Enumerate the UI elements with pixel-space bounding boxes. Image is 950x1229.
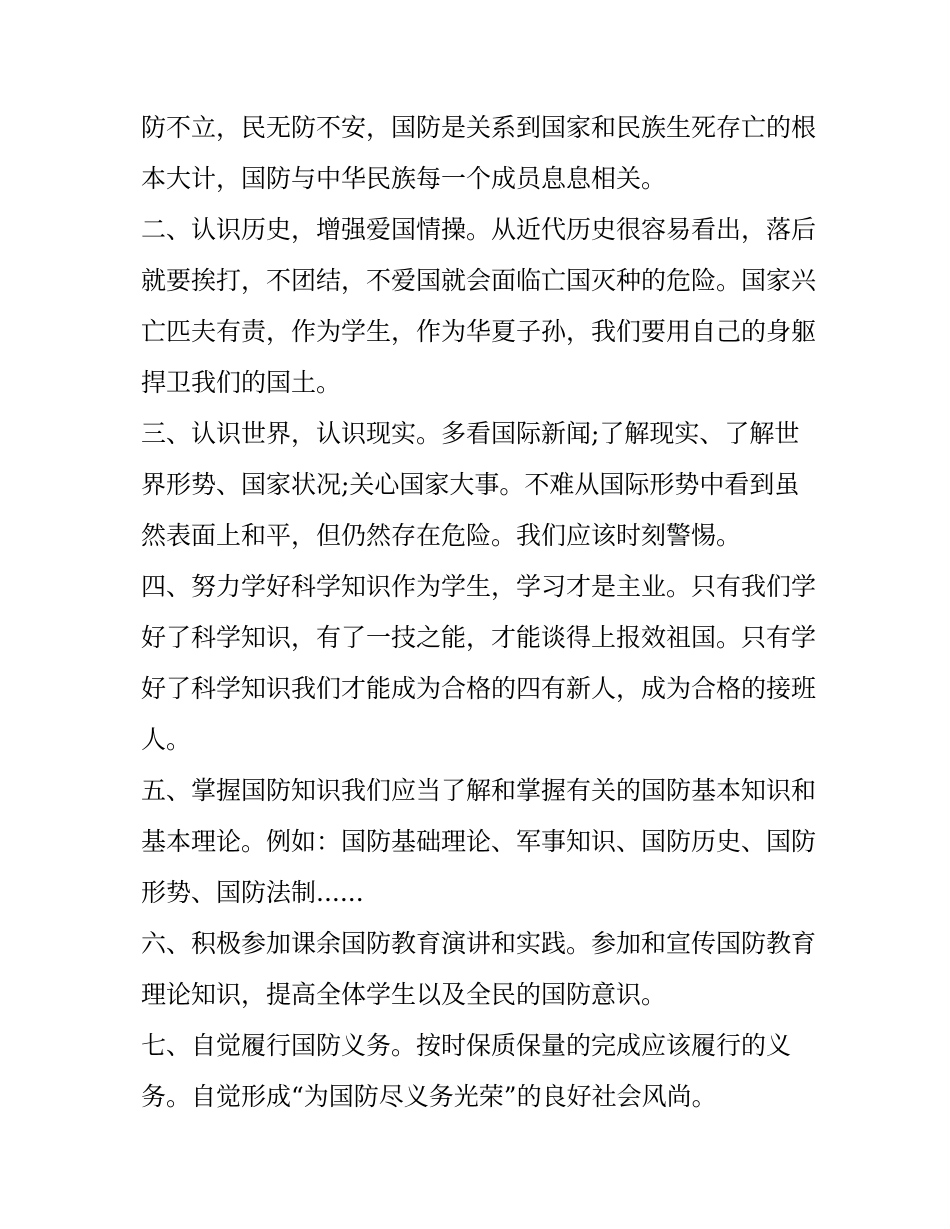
text-line: 捍卫我们的国土。 [141,368,342,397]
text-line: 四、努力学好科学知识作为学生，学习才是主业。只有我们学 [141,572,817,601]
text-line: 务。自觉形成“为国防尽义务光荣”的良好社会风尚。 [141,1082,717,1111]
text-line: 然表面上和平，但仍然存在危险。我们应该时刻警惕。 [141,521,742,550]
text-line: 二、认识历史，增强爱国情操。从近代历史很容易看出，落后 [141,215,817,244]
text-line: 好了科学知识我们才能成为合格的四有新人，成为合格的接班 [141,674,817,703]
text-line: 七、自觉履行国防义务。按时保质保量的完成应该履行的义 [141,1031,792,1060]
text-line: 界形势、国家状况;关心国家大事。不难从国际形势中看到虽 [141,470,800,499]
text-line: 好了科学知识，有了一技之能，才能谈得上报效祖国。只有学 [141,623,817,652]
text-line: 本大计，国防与中华民族每一个成员息息相关。 [141,164,667,193]
text-line: 人。 [141,725,192,754]
text-line: 基本理论。例如：国防基础理论、军事知识、国防历史、国防 [141,827,817,856]
text-line: 三、认识世界，认识现实。多看国际新闻;了解现实、了解世 [141,419,800,448]
text-line: 亡匹夫有责，作为学生，作为华夏子孙，我们要用自己的身躯 [141,317,817,346]
text-line: 六、积极参加课余国防教育演讲和实践。参加和宣传国防教育 [141,929,817,958]
text-line: 防不立，民无防不安，国防是关系到国家和民族生死存亡的根 [141,113,817,142]
text-line: 就要挨打，不团结，不爱国就会面临亡国灭种的危险。国家兴 [141,266,817,295]
text-line: 理论知识，提高全体学生以及全民的国防意识。 [141,980,667,1009]
document-body [141,102,821,1122]
text-line: 五、掌握国防知识我们应当了解和掌握有关的国防基本知识和 [141,776,817,805]
text-line: 形势、国防法制...... [141,878,364,907]
